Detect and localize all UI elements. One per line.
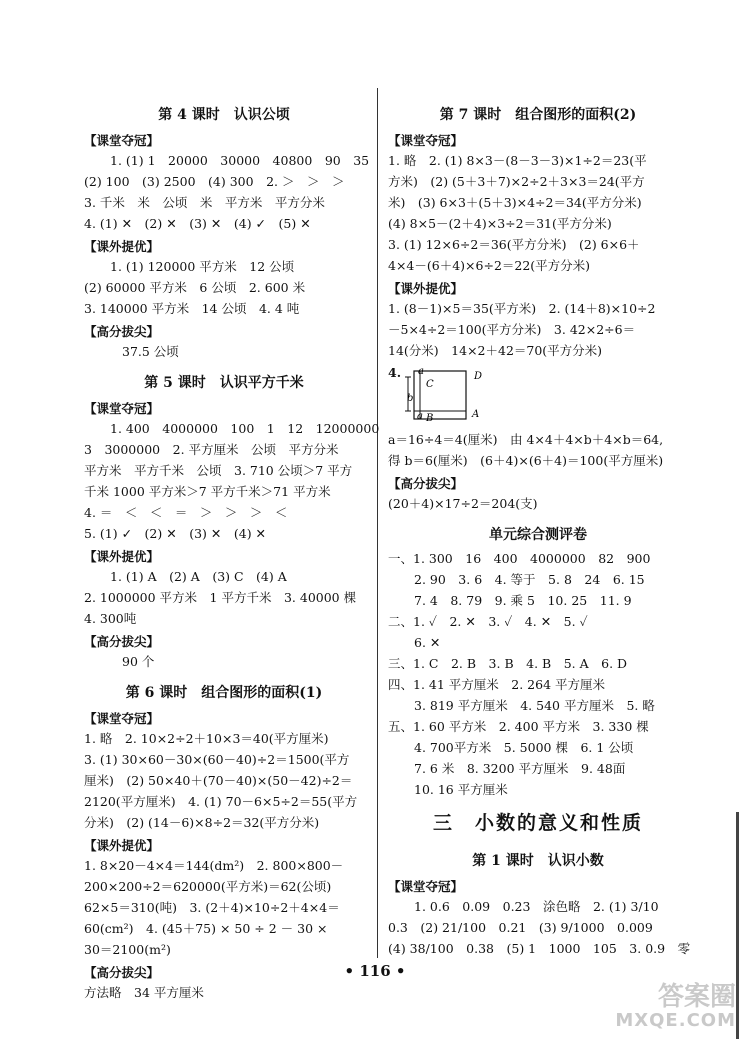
section-header: 【高分拔尖】	[84, 634, 160, 649]
answer-line: 4. ＝ ＜ ＜ ＝ ＞ ＞ ＞ ＜	[84, 505, 288, 520]
answer-line: 方法略 34 平方厘米	[84, 985, 204, 1000]
answer-line: 一、1. 300 16 400 4000000 82 900	[388, 551, 651, 566]
figure-point-label: A	[472, 409, 480, 420]
answer-line: 1. (1) A (2) A (3) C (4) A	[110, 569, 287, 584]
geometry-figure	[388, 365, 688, 423]
answer-line: 6. ✕	[414, 635, 441, 650]
answer-line: 10. 16 平方厘米	[414, 782, 508, 797]
section-header: 【课堂夺冠】	[84, 133, 160, 148]
answer-line: 厘米) (2) 50×40＋(70－40)×(50－42)÷2＝	[84, 773, 353, 788]
figure-point-label: C	[426, 379, 434, 390]
answer-line: 1. 略 2. 10×2÷2＋10×3＝40(平方厘米)	[84, 731, 329, 746]
section-header: 【课堂夺冠】	[84, 711, 160, 726]
figure-point-label: a	[417, 411, 423, 422]
watermark-logo	[615, 983, 736, 1031]
answer-line: 3. 819 平方厘米 4. 540 平方厘米 5. 略	[414, 698, 655, 713]
lesson-title: 第 7 课时 组合图形的面积(2)	[439, 107, 637, 123]
answer-line: (20＋4)×17÷2＝204(支)	[388, 496, 538, 511]
answer-line: 62×5＝310(吨) 3. (2＋4)×10÷2＋4×4＝	[84, 900, 340, 915]
answer-line: 0.3 (2) 21/100 0.21 (3) 9/1000 0.009	[388, 920, 653, 935]
answer-line: 7. 4 8. 79 9. 乘 5 10. 25 11. 9	[414, 593, 632, 608]
answer-line: 分米) (2) (14－6)×8÷2＝32(平方分米)	[84, 815, 320, 830]
section-header: 【课堂夺冠】	[84, 401, 160, 416]
answer-line: 1. 0.6 0.09 0.23 涂色略 2. (1) 3/10	[414, 899, 659, 914]
watermark-url: MXQE.COM	[615, 1010, 736, 1031]
answer-line: 90 个	[122, 654, 155, 669]
answer-line: 四、1. 41 平方厘米 2. 264 平方厘米	[388, 677, 606, 692]
answer-line: 37.5 公顷	[122, 344, 179, 359]
square-diagram	[404, 365, 484, 423]
lesson-title: 第 5 课时 认识平方千米	[144, 375, 304, 391]
figure-point-label: D	[474, 371, 483, 382]
lesson-title: 第 4 课时 认识公顷	[158, 107, 290, 123]
answer-line: (2) 60000 平方米 6 公顷 2. 600 米	[84, 280, 306, 295]
section-header: 【课外提优】	[84, 549, 160, 564]
answer-line: 2120(平方厘米) 4. (1) 70－6×5÷2＝55(平方	[84, 794, 358, 809]
answer-line: a＝16÷4＝4(厘米) 由 4×4＋4×b＋4×b＝64,	[388, 432, 664, 447]
answer-line: 3. 千米 米 公顷 米 平方米 平方分米	[84, 195, 325, 210]
answer-line: 30＝2100(m²)	[84, 942, 171, 957]
figure-point-label: B	[426, 413, 434, 423]
answer-line: 1. 400 4000000 100 1 12 12000000	[110, 421, 380, 436]
answer-line: 1. 8×20－4×4＝144(dm²) 2. 800×800－	[84, 858, 344, 873]
answer-line: 1. (1) 120000 平方米 12 公顷	[110, 259, 295, 274]
page-number: • 116 •	[344, 962, 406, 980]
section-header: 【高分拔尖】	[84, 965, 160, 980]
answer-line: 2. 1000000 平方米 1 平方千米 3. 40000 棵	[84, 590, 357, 605]
answer-line: 7. 6 米 8. 3200 平方厘米 9. 48面	[414, 761, 626, 776]
section-header: 【课外提优】	[84, 838, 160, 853]
answer-line: 1. 略 2. (1) 8×3－(8－3－3)×1÷2＝23(平	[388, 153, 647, 168]
answer-line: 米) (3) 6×3＋(5＋3)×4÷2＝34(平方分米)	[388, 195, 642, 210]
page-edge-shadow	[736, 812, 739, 1039]
section-header: 【课堂夺冠】	[388, 133, 464, 148]
section-header: 【高分拔尖】	[84, 324, 160, 339]
answer-line: 4×4－(6＋4)×6÷2＝22(平方分米)	[388, 258, 591, 273]
answer-line: 得 b＝6(厘米) (6＋4)×(6＋4)＝100(平方厘米)	[388, 453, 664, 468]
right-column	[388, 88, 691, 959]
answer-line: 60(cm²) 4. (45＋75) × 50 ÷ 2 － 30 ×	[84, 921, 328, 936]
section-header: 【高分拔尖】	[388, 476, 464, 491]
answer-line: 3. 140000 平方米 14 公顷 4. 4 吨	[84, 301, 300, 316]
answer-line: 3. (1) 12×6÷2＝36(平方分米) (2) 6×6＋	[388, 237, 640, 252]
answer-line: 2. 90 3. 6 4. 等于 5. 8 24 6. 15	[414, 572, 645, 587]
answer-line: 二、1. ✓ 2. ✕ 3. ✓ 4. ✕ 5. ✓	[388, 614, 588, 629]
answer-line: 4. 700平方米 5. 5000 棵 6. 1 公顷	[414, 740, 634, 755]
section-header: 【课外提优】	[84, 239, 160, 254]
figure-question-number: 4.	[388, 365, 402, 380]
answer-line: 方米) (2) (5＋3＋7)×2÷2＋3×3＝24(平方	[388, 174, 645, 189]
answer-line: 1. (1) 1 20000 30000 40800 90 35	[110, 153, 370, 168]
answer-line: 4. 300吨	[84, 611, 137, 626]
answer-line: 200×200÷2＝620000(平方米)＝62(公顷)	[84, 879, 332, 894]
answer-line: －5×4÷2＝100(平方分米) 3. 42×2÷6＝	[388, 322, 636, 337]
figure-point-label: b	[407, 393, 414, 404]
answer-line: 3 3000000 2. 平方厘米 公顷 平方分米	[84, 442, 339, 457]
answer-line: 14(分米) 14×2＋42＝70(平方分米)	[388, 343, 603, 358]
answer-line: (2) 100 (3) 2500 (4) 300 2. ＞ ＞ ＞	[84, 174, 345, 189]
watermark-text: 答案圈	[657, 982, 736, 1012]
lesson-title: 第 1 课时 认识小数	[472, 853, 604, 869]
answer-line: 5. (1) ✓ (2) ✕ (3) ✕ (4) ✕	[84, 526, 267, 541]
answer-line: 4. (1) ✕ (2) ✕ (3) ✕ (4) ✓ (5) ✕	[84, 216, 311, 231]
answer-line: (4) 8×5－(2＋4)×3÷2＝31(平方分米)	[388, 216, 612, 231]
answer-line: 平方米 平方千米 公顷 3. 710 公顷＞7 平方	[84, 463, 353, 478]
answer-line: 千米 1000 平方米＞7 平方千米＞71 平方米	[84, 484, 331, 499]
column-divider	[377, 88, 378, 958]
section-header: 【课堂夺冠】	[388, 879, 464, 894]
answer-line: (4) 38/100 0.38 (5) 1 1000 105 3. 0.9 零	[388, 941, 691, 956]
section-header: 【课外提优】	[388, 281, 464, 296]
lesson-title: 单元综合测评卷	[489, 527, 587, 543]
answer-line: 3. (1) 30×60－30×(60－40)÷2＝1500(平方	[84, 752, 350, 767]
answer-line: 三、1. C 2. B 3. B 4. B 5. A 6. D	[388, 656, 628, 671]
answer-line: 1. (8－1)×5＝35(平方米) 2. (14＋8)×10÷2	[388, 301, 656, 316]
unit-title: 三 小数的意义和性质	[432, 812, 643, 834]
answer-line: 五、1. 60 平方米 2. 400 平方米 3. 330 棵	[388, 719, 649, 734]
figure-point-label: a	[418, 366, 424, 377]
lesson-title: 第 6 课时 组合图形的面积(1)	[125, 685, 323, 701]
